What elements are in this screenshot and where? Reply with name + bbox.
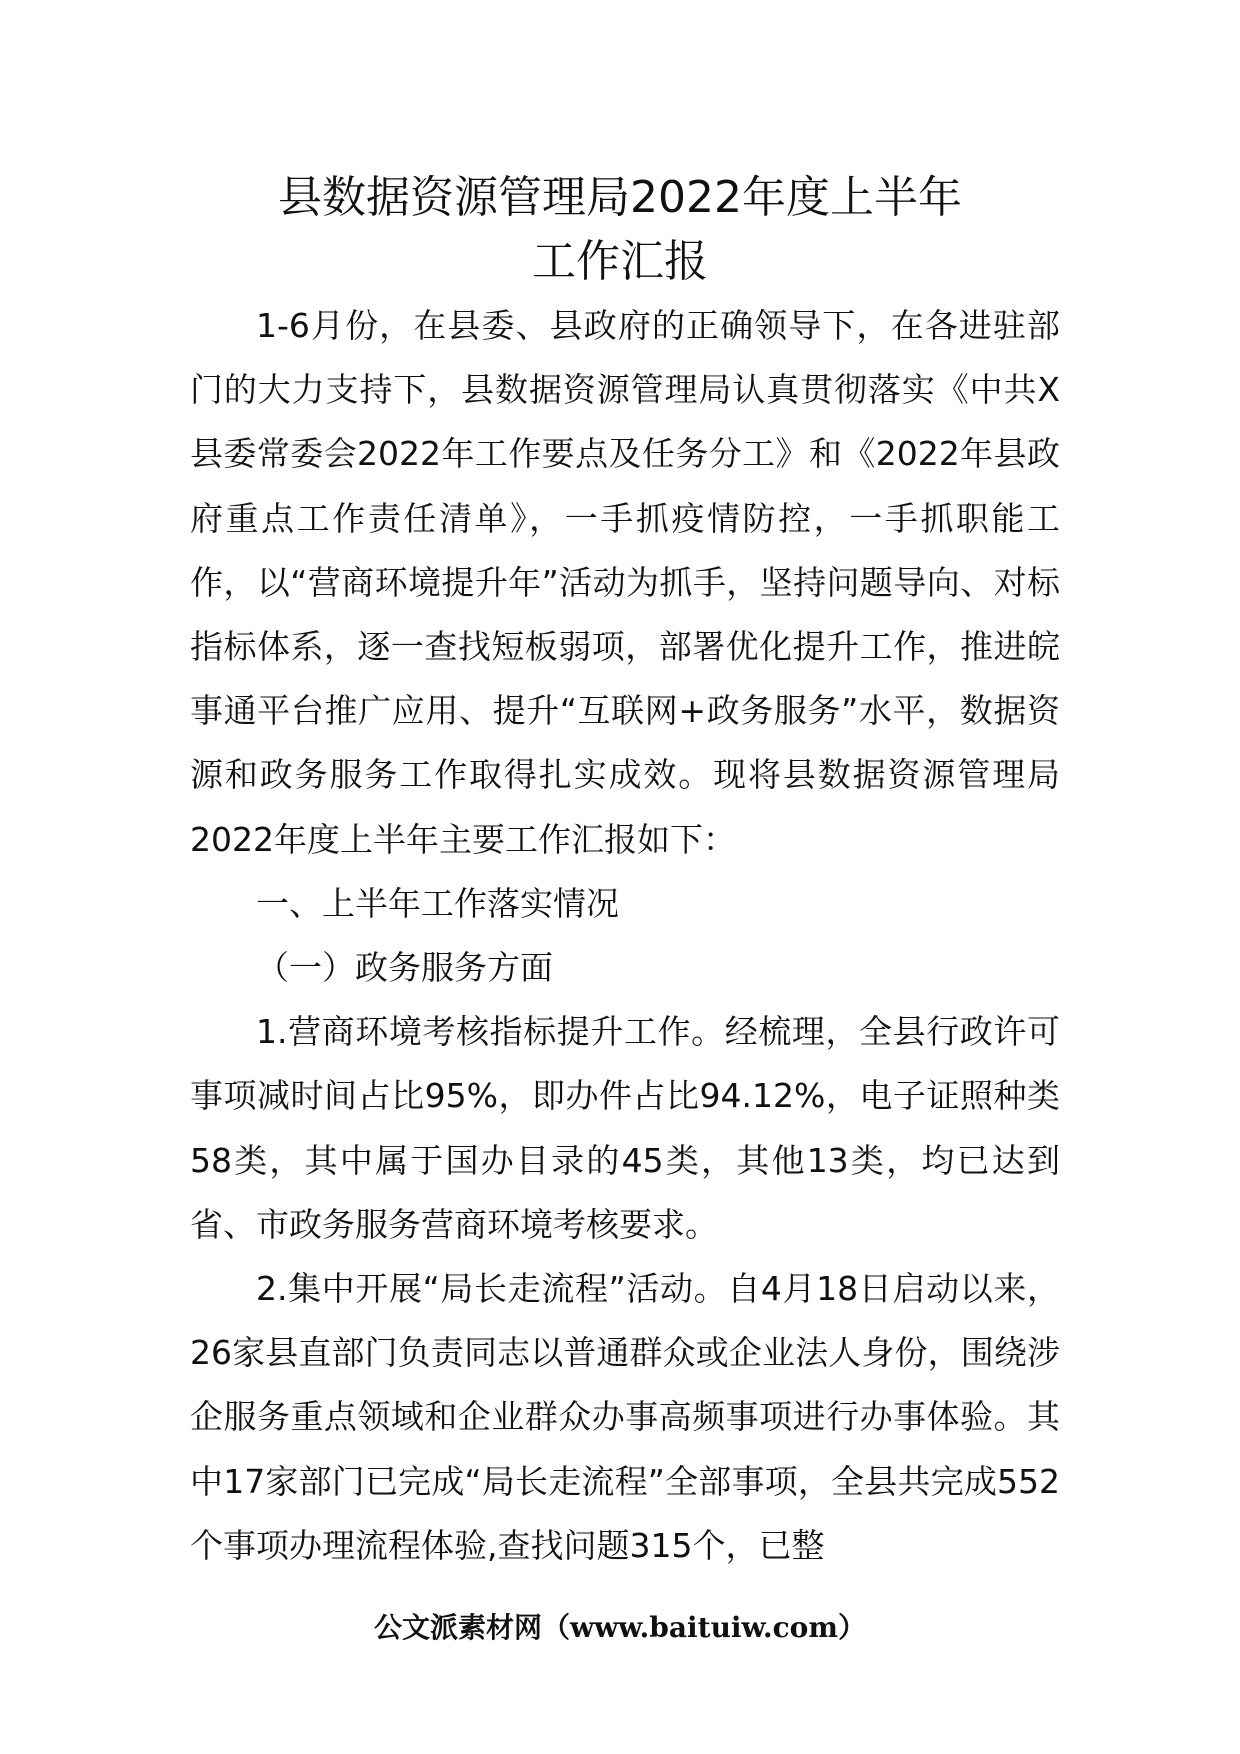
document-title-line-2: 工作汇报 (532, 236, 708, 287)
document-title-line-1: 县数据资源管理局2022年度上半年 (278, 172, 962, 223)
footer-watermark: 公文派素材网（www.baituiw.com） (374, 1611, 866, 1644)
paragraph-intro: 1-6月份，在县委、县政府的正确领导下，在各进驻部门的大力支持下，县数据资源管理局认真贯彻落实《中共X县委常委会2022年工作要点及任务分工》和《2022年县政府重点工作责任清单》，一手抓疫情防控，一手抓职能工作，以“营商环境提升年”活动为抓手，坚持问题导向、对标指标体系，逐一查找短板弱项，部署优化提升工作，推进皖事通平台推广应用、提升“互联网+政务服务”水平，数据资源和政务服务工作取得扎实成效。现将县数据资源管理局2022年度上半年主要工作汇报如下： (190, 306, 1060, 859)
paragraph-item-2: 2.集中开展“局长走流程”活动。自4月18日启动以来，26家县直部门负责同志以普通群众或企业法人身份，围绕涉企服务重点领域和企业群众办事高频事项进行办事体验。其中17家部门已完成“局长走流程”全部事项，全县共完成552个事项办理流程体验,查找问题315个，已整 (190, 1269, 1060, 1565)
document-body (190, 294, 1060, 1578)
paragraph-item-1: 1.营商环境考核指标提升工作。经梳理，全县行政许可事项减时间占比95%，即办件占比94.12%，电子证照种类58类，其中属于国办目录的45类，其他13类，均已达到省、市政务服务营商环境考核要求。 (190, 1012, 1060, 1244)
subsection-heading: （一）政务服务方面 (256, 948, 553, 988)
section-heading: 一、上半年工作落实情况 (256, 883, 619, 923)
